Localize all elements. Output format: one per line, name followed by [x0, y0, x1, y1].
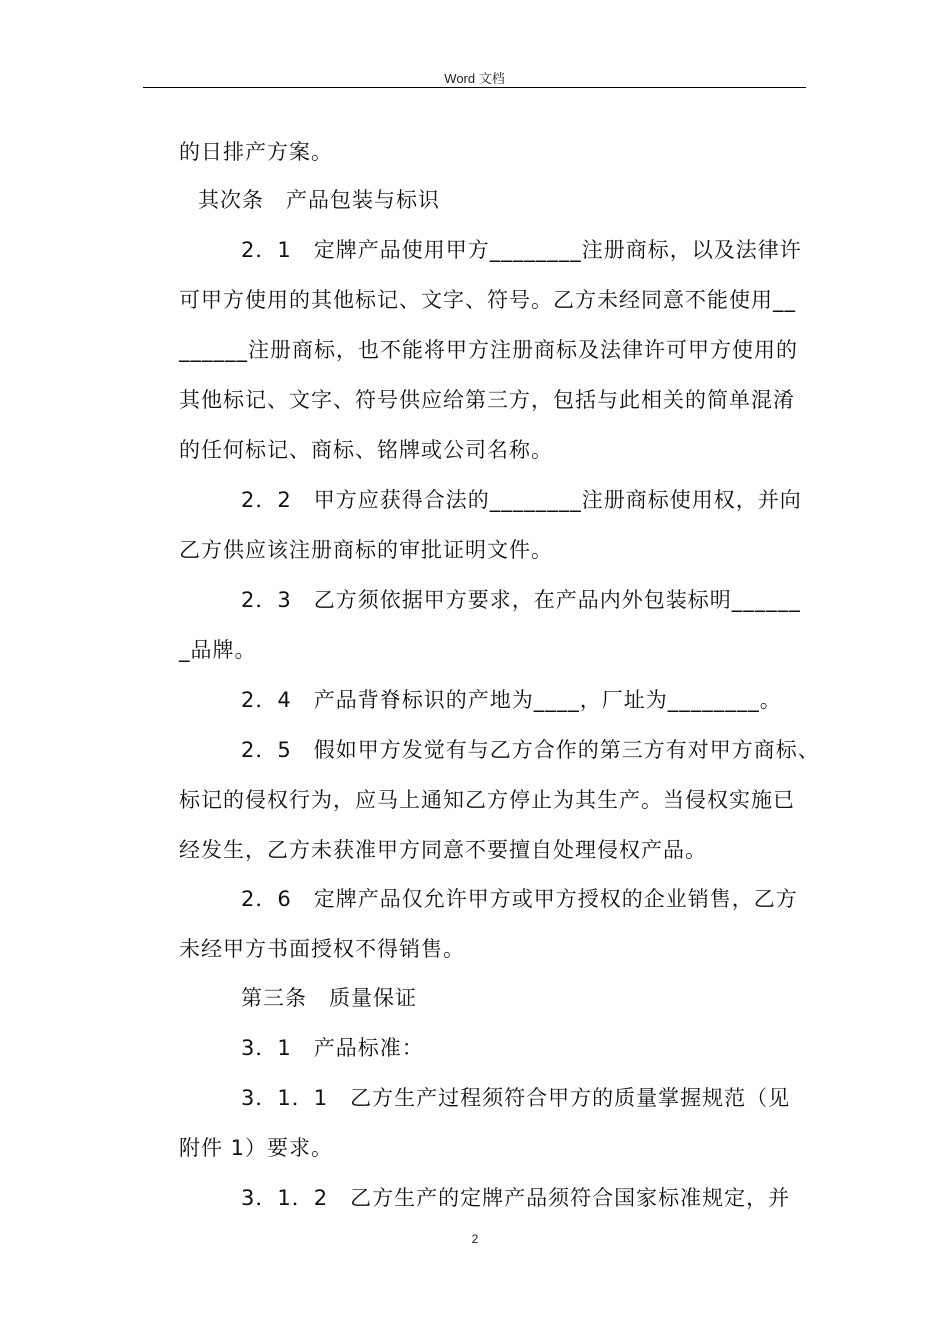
section-heading: 其次条 产品包装与标识 — [198, 188, 440, 212]
clause-line: 2．3 乙方须依据甲方要求，在产品内外包装标明______ — [241, 588, 801, 612]
page-number: 2 — [471, 1232, 479, 1246]
section-heading: 第三条 质量保证 — [241, 986, 417, 1010]
clause-line: 2．4 产品背脊标识的产地为____，厂址为________。 — [241, 688, 782, 712]
clause-line: 2．1 定牌产品使用甲方________注册商标，以及法律许 — [241, 238, 802, 262]
page-header-title: Word 文档 — [444, 71, 505, 86]
body-line: 其他标记、文字、符号供应给第三方，包括与此相关的简单混淆 — [179, 388, 795, 412]
body-line: 附件 1）要求。 — [179, 1136, 334, 1160]
header-divider — [143, 87, 806, 88]
clause-line: 3．1．2 乙方生产的定牌产品须符合国家标准规定，并 — [241, 1186, 791, 1210]
body-line: 的任何标记、商标、铭牌或公司名称。 — [179, 438, 553, 462]
body-line: 乙方供应该注册商标的审批证明文件。 — [179, 538, 553, 562]
body-line: 的日排产方案。 — [179, 140, 333, 164]
clause-line: 3．1 产品标准： — [241, 1036, 424, 1060]
clause-line: 3．1．1 乙方生产过程须符合甲方的质量掌握规范（见 — [241, 1086, 791, 1110]
body-line: 标记的侵权行为，应马上通知乙方停止为其生产。当侵权实施已 — [179, 788, 795, 812]
clause-line: 2．2 甲方应获得合法的________注册商标使用权，并向 — [241, 488, 802, 512]
body-line: 可甲方使用的其他标记、文字、符号。乙方未经同意不能使用__ — [179, 288, 796, 312]
clause-line: 2．6 定牌产品仅允许甲方或甲方授权的企业销售，乙方 — [241, 887, 798, 911]
body-line: 经发生，乙方未获准甲方同意不要擅自处理侵权产品。 — [179, 838, 707, 862]
body-line: _品牌。 — [179, 638, 257, 662]
body-line: ______注册商标，也不能将甲方注册商标及法律许可甲方使用的 — [179, 338, 798, 362]
body-line: 未经甲方书面授权不得销售。 — [179, 937, 465, 961]
clause-line: 2．5 假如甲方发觉有与乙方合作的第三方有对甲方商标、 — [241, 738, 820, 762]
